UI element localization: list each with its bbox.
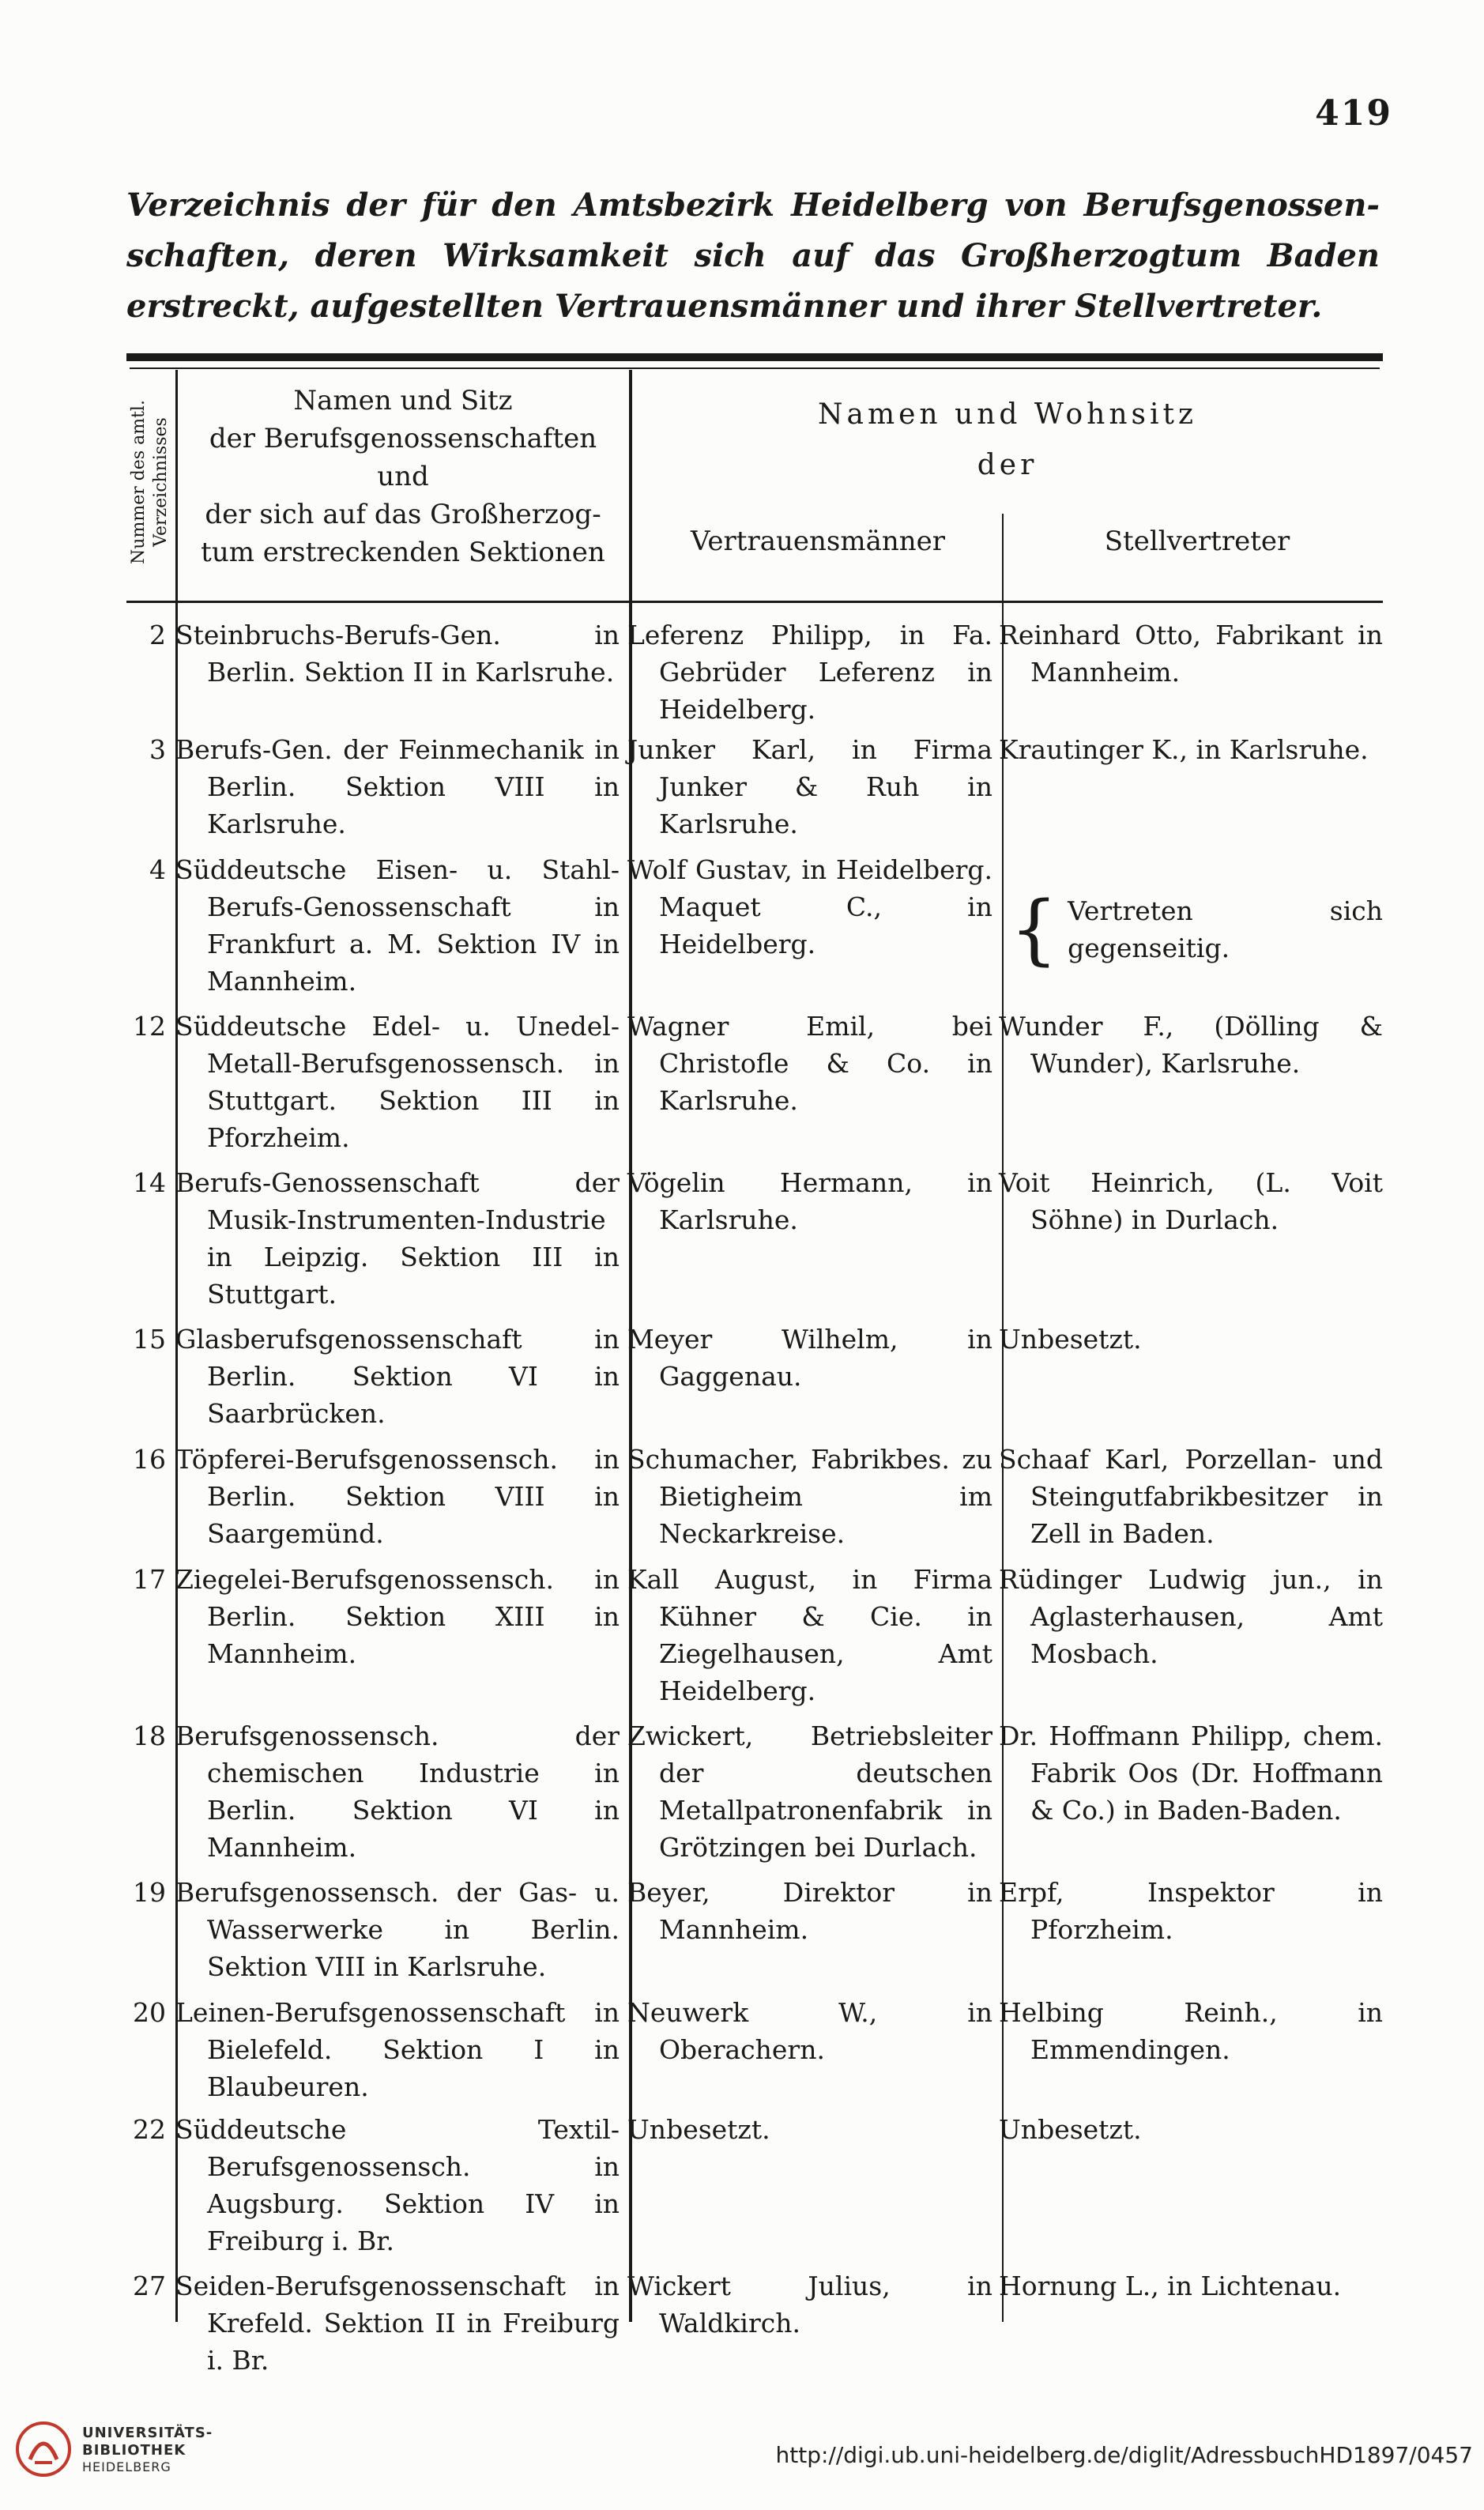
table-row (126, 2267, 1383, 2394)
entry-berufsgenossenschaft: Seiden-Berufsgenossenschaft in Krefeld. Sektion II in Freiburg i. Br. (175, 2271, 620, 2376)
header-col23-line: der (977, 449, 1038, 481)
entry-number: 22 (133, 2114, 166, 2145)
entry-number: 14 (133, 1167, 166, 1198)
header-col23-line: Namen und Wohnsitz (818, 398, 1197, 431)
entry-stellvertreter: Krautinger K., in Karlsruhe. (999, 734, 1369, 765)
entry-berufsgenossenschaft: Berufs-Genossenschaft der Musik-Instrumenten-Industrie in Leipzig. Sektion III in Stuttgart. (175, 1167, 620, 1310)
entry-stellvertreter (999, 851, 1383, 1008)
entry-vertrauensmann: Meyer Wilhelm, in Gaggenau. (627, 1324, 992, 1392)
table-row (126, 1994, 1383, 2111)
entry-berufsgenossenschaft: Töpferei-Berufsgenossensch. in Berlin. Sektion VIII in Saargemünd. (175, 1444, 620, 1549)
source-url-link[interactable]: http://digi.ub.uni-heidelberg.de/diglit/AdressbuchHD1897/0457 (775, 2442, 1473, 2468)
table-row (126, 1441, 1383, 1561)
entry-stellvertreter: Schaaf Karl, Porzellan- und Steingutfabrikbesitzer in Zell in Baden. (999, 1444, 1383, 1549)
library-logo[interactable] (14, 2412, 220, 2483)
library-logo-icon (14, 2420, 73, 2478)
entry-number: 15 (133, 1324, 166, 1355)
header-number-label (128, 400, 172, 564)
table-row (126, 1717, 1383, 1874)
library-name-line-3: HEIDELBERG (82, 2459, 171, 2474)
entry-berufsgenossenschaft: Glasberufsgenossenschaft in Berlin. Sektion VI in Saarbrücken. (175, 1324, 620, 1429)
title-line-1: Verzeichnis der für den Amtsbezirk Heidelberg von Berufsgenossen- (126, 187, 1380, 224)
entry-berufsgenossenschaft: Steinbruchs-Berufs-Gen. in Berlin. Sektion II in Karlsruhe. (175, 620, 620, 688)
entry-number: 18 (133, 1720, 166, 1751)
table-row (126, 1321, 1383, 1441)
entry-vertrauensmann: Wickert Julius, in Waldkirch. (627, 2271, 992, 2339)
entry-berufsgenossenschaft: Süddeutsche Textil-Berufsgenossensch. in Augsburg. Sektion IV in Freiburg i. Br. (175, 2114, 620, 2256)
title-line-3: erstreckt, aufgestellten Vertrauensmänner und ihrer Stellvertreter. (126, 288, 1323, 325)
entry-vertrauensmann: Leferenz Philipp, in Fa. Gebrüder Leferenz in Heidelberg. (627, 620, 992, 725)
header-stellvertreter: Stellvertreter (1104, 526, 1290, 557)
header-namen-wohnsitz (632, 390, 1383, 491)
header-rule (126, 601, 1383, 603)
entry-number: 27 (133, 2271, 166, 2301)
table-row (126, 1874, 1383, 1994)
entry-stellvertreter: Voit Heinrich, (L. Voit Söhne) in Durlach. (999, 1167, 1383, 1235)
entry-stellvertreter: Dr. Hoffmann Philipp, chem. Fabrik Oos (Dr. Hoffmann & Co.) in Baden-Baden. (999, 1720, 1383, 1826)
entries-table (126, 616, 1383, 2394)
title-line-2: schaften, deren Wirksamkeit sich auf das Großherzogtum Baden (126, 237, 1380, 274)
entry-number: 16 (133, 1444, 166, 1475)
entry-stellvertreter: Reinhard Otto, Fabrikant in Mannheim. (999, 620, 1383, 688)
entry-number: 20 (133, 1997, 166, 2028)
entry-vertrauensmann: Zwickert, Betriebsleiter der deutschen Metallpatronenfabrik in Grötzingen bei Durlach. (627, 1720, 992, 1863)
header-number-column (126, 375, 174, 589)
table-row (126, 1008, 1383, 1164)
entry-berufsgenossenschaft: Berufs-Gen. der Feinmechanik in Berlin. Sektion VIII in Karlsruhe. (175, 734, 620, 839)
entry-stellvertreter: Helbing Reinh., in Emmendingen. (999, 1997, 1383, 2065)
header-col1-line: und (377, 461, 429, 492)
table-row (126, 851, 1383, 1008)
entry-number: 19 (133, 1877, 166, 1908)
page-title (126, 180, 1380, 332)
entry-number: 4 (149, 854, 166, 885)
entry-stellvertreter-text: Vertreten sich gegenseitig. (1068, 895, 1383, 963)
header-vertrauensmaenner: Vertrauensmänner (690, 526, 946, 557)
entry-vertrauensmann: Unbesetzt. (627, 2114, 770, 2145)
header-col1-line: der Berufsgenossenschaften (209, 423, 597, 454)
header-number-label-2: Verzeichnisses (151, 417, 171, 547)
page-number: 419 (1315, 93, 1392, 134)
table-row (126, 2111, 1383, 2267)
entry-berufsgenossenschaft: Berufsgenossensch. der chemischen Industrie in Berlin. Sektion VI in Mannheim. (175, 1720, 620, 1863)
library-name-line-1: UNIVERSITÄTS- (82, 2425, 213, 2441)
header-number-label-1: Nummer des amtl. (129, 400, 149, 564)
entry-berufsgenossenschaft: Ziegelei-Berufsgenossensch. in Berlin. Sektion XIII in Mannheim. (175, 1564, 620, 1669)
entry-vertrauensmann: Wagner Emil, bei Christofle & Co. in Karlsruhe. (627, 1011, 992, 1116)
entry-number: 12 (133, 1011, 166, 1042)
entry-stellvertreter: Hornung L., in Lichtenau. (999, 2271, 1342, 2301)
header-col1-line: Namen und Sitz (293, 385, 513, 416)
entry-number: 3 (149, 734, 166, 765)
brace-icon: { (1010, 885, 1059, 974)
header-col1-line: tum erstreckenden Sektionen (201, 537, 605, 568)
library-name-line-2: BIBLIOTHEK (82, 2442, 186, 2459)
entry-vertrauensmann: Junker Karl, in Firma Junker & Ruh in Karlsruhe. (627, 734, 992, 839)
header-berufsgenossenschaften (182, 382, 624, 571)
entry-vertrauensmann: Schumacher, Fabrikbes. zu Bietigheim im Neckarkreise. (627, 1444, 992, 1549)
entry-berufsgenossenschaft: Süddeutsche Edel- u. Unedel-Metall-Berufsgenossensch. in Stuttgart. Sektion III in Pforzheim. (175, 1011, 620, 1153)
entry-stellvertreter: Unbesetzt. (999, 2114, 1142, 2145)
entry-berufsgenossenschaft: Süddeutsche Eisen- u. Stahl-Berufs-Genossenschaft in Frankfurt a. M. Sektion IV in Mannheim. (175, 854, 620, 997)
entry-vertrauensmann: Beyer, Direktor in Mannheim. (627, 1877, 992, 1945)
entry-vertrauensmann: Neuwerk W., in Oberachern. (627, 1997, 992, 2065)
entry-vertrauensmann: Kall August, in Firma Kühner & Cie. in Ziegelhausen, Amt Heidelberg. (627, 1564, 992, 1706)
table-row (126, 1164, 1383, 1321)
entry-vertrauensmann: Vögelin Hermann, in Karlsruhe. (627, 1167, 992, 1235)
entry-vertrauensmann: Wolf Gustav, in Heidelberg. Maquet C., in Heidelberg. (627, 854, 992, 959)
entry-berufsgenossenschaft: Berufsgenossensch. der Gas- u. Wasserwerke in Berlin. Sektion VIII in Karlsruhe. (175, 1877, 620, 1982)
table-row (126, 731, 1383, 851)
entry-stellvertreter: Erpf, Inspektor in Pforzheim. (999, 1877, 1383, 1945)
table-row (126, 616, 1383, 731)
entry-stellvertreter: Rüdinger Ludwig jun., in Aglasterhausen, Amt Mosbach. (999, 1564, 1383, 1669)
entry-number: 2 (149, 620, 166, 650)
table-header (126, 367, 1383, 597)
entry-berufsgenossenschaft: Leinen-Berufsgenossenschaft in Bielefeld. Sektion I in Blaubeuren. (175, 1997, 620, 2102)
entry-stellvertreter: Wunder F., (Dölling & Wunder), Karlsruhe. (999, 1011, 1383, 1079)
header-col1-line: der sich auf das Großherzog- (205, 499, 601, 530)
entry-stellvertreter: Unbesetzt. (999, 1324, 1142, 1355)
table-row (126, 1561, 1383, 1717)
top-rule (126, 353, 1383, 361)
entry-number: 17 (133, 1564, 166, 1595)
